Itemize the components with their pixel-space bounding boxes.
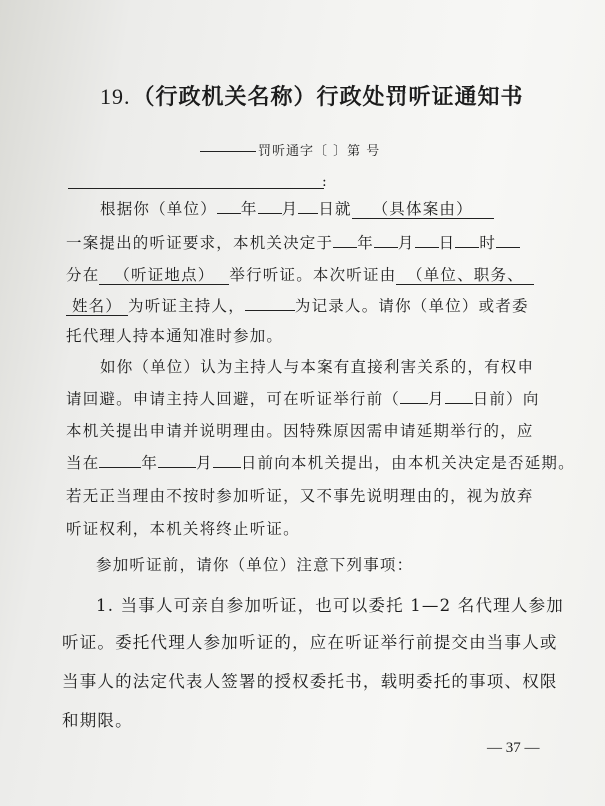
text-fragment: 年 [240,200,258,218]
text-fragment: 分在 [66,266,100,284]
blank-day [213,467,241,468]
doc-prefix-blank [200,151,256,152]
title-text: 行政处罚听证通知书 [316,84,524,110]
text-fragment: 月 [428,390,445,408]
doc-number-text: 罚听通字〔 〕第 号 [258,144,381,159]
body-line: 本机关提出申请并说明理由。因特殊原因需申请延期举行的，应 [66,422,534,440]
blank-hour [455,247,479,248]
host-placeholder: （单位、职务、 [396,266,534,285]
text-fragment: 年 [141,454,159,472]
body-line: 听证权利，本机关将终止听证。 [66,520,300,538]
text-fragment: 月 [397,234,415,252]
text-fragment: 日前向本机关提出，由本机关决定是否延期。 [240,454,575,472]
blank-month [374,247,398,248]
body-line [66,263,534,285]
blank-day [445,403,473,404]
blank-recorder [245,310,295,311]
body-line [100,197,494,219]
text-fragment: 日前）向 [472,390,540,408]
body-line [66,324,283,346]
text-fragment: 托代理人持本通知准时参加。 [66,327,284,345]
blank-year [217,213,241,214]
text-fragment: 日 [438,234,456,252]
host-placeholder-cont: 姓名） [66,297,128,316]
text-fragment: 为听证主持人， [128,297,245,315]
title-number: 19. [100,84,131,109]
blank-year [99,467,141,468]
blank-day [415,247,439,248]
place-placeholder: （听证地点） [99,266,229,285]
blank-month [258,213,282,214]
body-line: 和期限。 [62,711,133,730]
body-line [66,387,540,409]
blank-month [158,467,196,468]
text-fragment: 请回避。申请主持人回避，可在听证举行前（ [66,390,401,408]
body-line [66,294,529,316]
recipient-colon: : [322,174,327,190]
blank-year [333,247,357,248]
page-title [100,80,524,111]
body-line: 当事人的法定代表人签署的授权委托书，载明委托的事项、权限 [62,672,558,691]
text-fragment: 为记录人。请你（单位）或者委 [294,297,529,315]
body-line [66,231,520,253]
text-fragment: 时 [479,234,497,252]
body-line: 参加听证前，请你（单位）注意下列事项： [96,556,414,574]
page-number: — 37 — [487,740,540,756]
body-line [66,451,575,473]
text-fragment: 一案提出的听证要求，本机关决定于 [66,234,334,252]
body-line: 听证。委托代理人参加听证的，应在听证举行前提交由当事人或 [62,633,558,652]
body-line: 1. 当事人可亲自参加听证，也可以委托 1—2 名代理人参加 [96,596,564,615]
recipient-blank [68,172,324,189]
body-line: 若无正当理由不按时参加听证，又不事先说明理由的，视为放弃 [66,487,534,505]
body-line: 如你（单位）认为主持人与本案有直接利害关系的，有权申 [100,358,535,376]
blank-month [400,403,428,404]
text-fragment: 月 [281,200,299,218]
title-agency-placeholder: （行政机关名称） [132,84,317,110]
text-fragment: 月 [196,454,213,472]
text-fragment: 举行听证。本次听证由 [229,266,397,284]
case-placeholder: （具体案由） [352,200,494,219]
text-fragment: 当在 [66,454,100,472]
blank-day [298,213,318,214]
text-fragment: 年 [357,234,374,252]
document-number [200,140,380,159]
text-fragment: 日就 [318,200,352,218]
blank-minute-prefix [496,247,520,248]
text-fragment: 根据你（单位） [100,200,217,218]
